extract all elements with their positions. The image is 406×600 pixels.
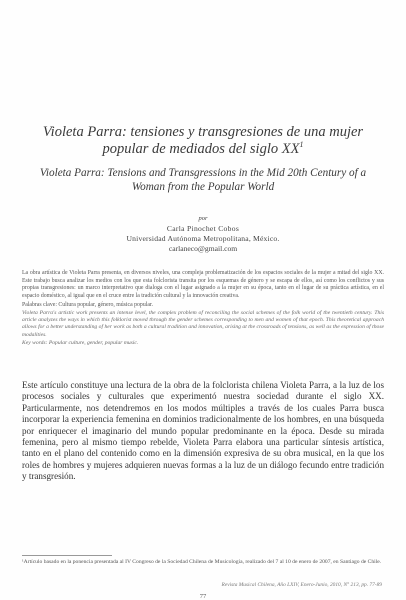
- byline-por: por: [198, 215, 208, 222]
- title-text: Violeta Parra: tensiones y transgresiones de una mujer popular de mediados del siglo XX: [42, 124, 364, 157]
- article-title-english: Violeta Parra: Tensions and Transgressions in the Mid 20th Century of a Woman from the Popular World: [39, 167, 367, 193]
- author-name: Carla Pinochet Cobos: [166, 224, 240, 233]
- article-title-spanish: [24, 124, 382, 158]
- page-number: 77: [199, 593, 207, 600]
- abstract-spanish-text: La obra artística de Violeta Parra presenta, en diversos niveles, una compleja problematización de los espacios sociales de la mujer a mitad del siglo XX. Este trabajo busca analizar los medios con los que esta folclorista transita por los esquemas de género y se escapa de ellos, así como los conflictos y sus propias transgresiones: un marco interpretativo que dialoga con el lugar asignado a la mujer en su época, tanto en el lugar de su práctica artística, en el espacio doméstico, al igual que en el cruce entre la tradición cultural y la innovación creativa.: [22, 270, 384, 300]
- author-email: carlaneco@gmail.com: [168, 244, 238, 253]
- abstract-spanish: [22, 270, 384, 310]
- title-footnote-marker: 1: [299, 140, 304, 150]
- running-footer: Revista Musical Chilena, Año LXIV, Enero-Junio, 2010, N° 213, pp. 77-89: [221, 582, 382, 588]
- abstract-english: [22, 310, 384, 347]
- body-paragraph: Este artículo constituye una lectura de la obra de la folclorista chilena Violeta Parra, a la luz de los procesos sociales y culturales que experimentó nuestra sociedad durante el siglo XX. Particularmente, nos detendremos en los modos múltiples a través de los cuales Parra busca incorporar la experiencia femenina en dominios tradicionalmente de los hombres, en una búsqueda por enriquecer el imaginario del mundo popular predominante en la época. Desde su mirada femenina, pero al mismo tiempo rebelde, Violeta Parra elabora una particular síntesis artística, tanto en el plano del contenido como en la dimensión expresiva de su obra musical, en la que los roles de hombres y mujeres adquieren nuevas formas a la luz de un diálogo fecundo entre tradición y transgresión.: [22, 380, 384, 482]
- keywords-english: Key words: Popular culture, gender, popular music.: [22, 339, 139, 346]
- abstract-english-text: Violeta Parra's artistic work presents an intense level, the complex problem of reconciling the social schemes of the folk world of the twentieth century. This article analyzes the ways in which this folklorist moved through the gender schemes corresponding to men and women of that epoch. This theoretical approach allows for a better understanding of her work as both a cultural tradition and innovation, arising at the crossroads of tensions, as well as the expression of those modalities.: [22, 310, 384, 338]
- author-affiliation: Universidad Autónoma Metropolitana, México.: [126, 234, 280, 243]
- footnote-divider: [22, 555, 112, 556]
- keywords-spanish: Palabras clave: Cultura popular, género, música popular.: [22, 301, 153, 308]
- footnote: ¹Artículo basado en la ponencia presentada al IV Congreso de la Sociedad Chilena de Musicología, realizado del 7 al 10 de enero de 2007, en Santiago de Chile.: [22, 559, 382, 565]
